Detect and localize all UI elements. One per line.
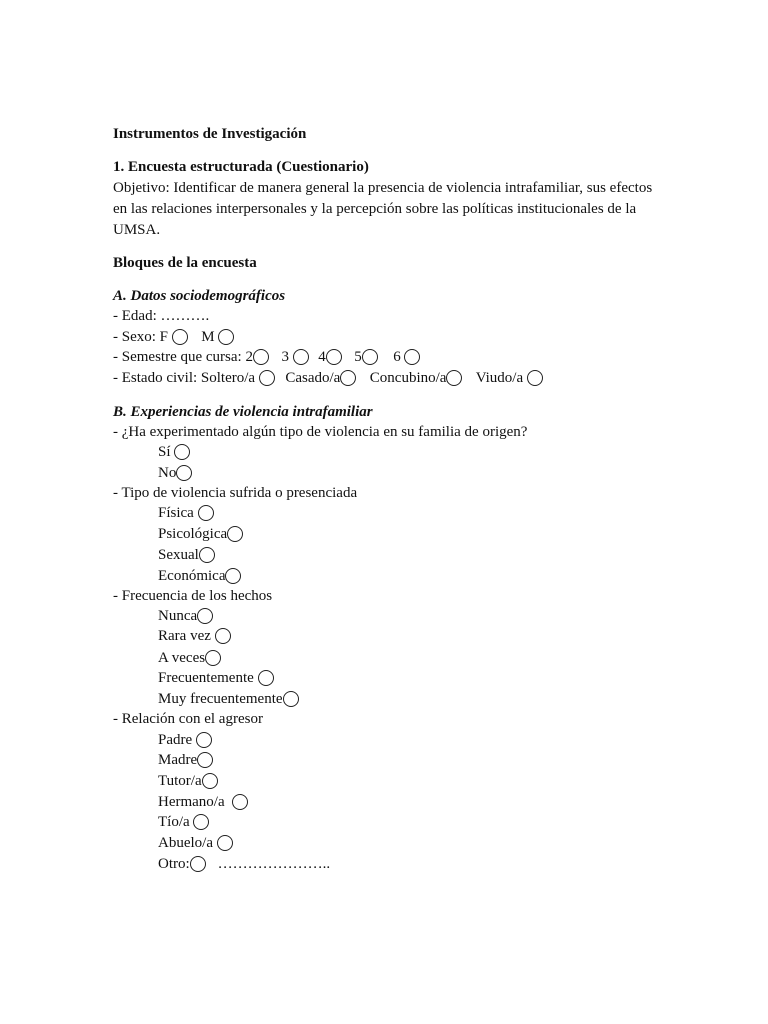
q3-frecuentemente-radio[interactable] bbox=[258, 670, 274, 686]
q2-option-sexual: Sexual bbox=[158, 546, 215, 564]
viudo-radio[interactable] bbox=[527, 370, 543, 386]
q4-otro-radio[interactable] bbox=[190, 856, 206, 872]
page-title: Instrumentos de Investigación bbox=[113, 126, 307, 142]
q3-rara-vez-radio[interactable] bbox=[215, 628, 231, 644]
q4-tio-radio[interactable] bbox=[193, 814, 209, 830]
q1-option-si: Sí bbox=[158, 443, 190, 461]
q2-option-psicologica: Psicológica bbox=[158, 525, 243, 543]
q1-no-radio[interactable] bbox=[176, 465, 192, 481]
q1-text: - ¿Ha experimentado algún tipo de violencia en su familia de origen? bbox=[113, 424, 528, 440]
q4-hermano-radio[interactable] bbox=[232, 794, 248, 810]
q4-otro-blank[interactable]: ………………….. bbox=[217, 856, 331, 872]
q1-si-radio[interactable] bbox=[174, 444, 190, 460]
sexo-label: - Sexo: F bbox=[113, 329, 169, 345]
sexo-m-label: M bbox=[201, 329, 215, 345]
q3-a-veces-radio[interactable] bbox=[205, 650, 221, 666]
q4-text: - Relación con el agresor bbox=[113, 711, 263, 727]
objective-line-1: Objetivo: Identificar de manera general la presencia de violencia intrafamiliar, sus efectos bbox=[113, 180, 653, 196]
concubino-label: Concubino/a bbox=[369, 370, 447, 386]
q4-padre-radio[interactable] bbox=[196, 732, 212, 748]
q4-abuelo-radio[interactable] bbox=[217, 835, 233, 851]
block-b-heading: B. Experiencias de violencia intrafamiliar bbox=[113, 404, 373, 420]
semestre-4-label: 4 bbox=[318, 349, 326, 365]
semestre-row bbox=[113, 348, 420, 366]
objective-line-3: UMSA. bbox=[113, 222, 161, 238]
q3-option-frecuentemente: Frecuentemente bbox=[158, 669, 274, 687]
semestre-3-radio[interactable] bbox=[293, 349, 309, 365]
q4-option-tio: Tío/a bbox=[158, 813, 209, 831]
q3-option-a-veces: A veces bbox=[158, 649, 221, 667]
q2-text: - Tipo de violencia sufrida o presenciada bbox=[113, 485, 358, 501]
q3-option-nunca: Nunca bbox=[158, 607, 213, 625]
q4-option-padre: Padre bbox=[158, 731, 212, 749]
casado-label: Casado/a bbox=[285, 370, 341, 386]
q2-option-economica: Económica bbox=[158, 567, 241, 585]
q3-nunca-radio[interactable] bbox=[197, 608, 213, 624]
q4-option-otro: Otro: ………………….. bbox=[158, 856, 331, 872]
semestre-6-radio[interactable] bbox=[404, 349, 420, 365]
semestre-4-radio[interactable] bbox=[326, 349, 342, 365]
sexo-m-radio[interactable] bbox=[218, 329, 234, 345]
q4-madre-radio[interactable] bbox=[197, 752, 213, 768]
semestre-label: - Semestre que cursa: 2 bbox=[113, 349, 253, 365]
casado-radio[interactable] bbox=[340, 370, 356, 386]
sexo-f-radio[interactable] bbox=[172, 329, 188, 345]
semestre-5-label: 5 bbox=[354, 349, 362, 365]
q2-fisica-radio[interactable] bbox=[198, 505, 214, 521]
q2-economica-radio[interactable] bbox=[225, 568, 241, 584]
semestre-5-radio[interactable] bbox=[362, 349, 378, 365]
q4-option-hermano: Hermano/a bbox=[158, 793, 248, 811]
q4-option-tutor: Tutor/a bbox=[158, 772, 218, 790]
q2-sexual-radio[interactable] bbox=[199, 547, 215, 563]
q3-muy-frecuentemente-radio[interactable] bbox=[283, 691, 299, 707]
block-a-heading: A. Datos sociodemográficos bbox=[113, 288, 286, 304]
blocks-heading: Bloques de la encuesta bbox=[113, 255, 257, 271]
edad-field: - Edad: ………. bbox=[113, 308, 210, 324]
estado-label: - Estado civil: Soltero/a bbox=[113, 370, 256, 386]
q3-option-rara-vez: Rara vez bbox=[158, 627, 231, 645]
q4-tutor-radio[interactable] bbox=[202, 773, 218, 789]
q4-option-abuelo: Abuelo/a bbox=[158, 834, 233, 852]
q2-option-fisica: Física bbox=[158, 504, 214, 522]
q3-option-muy-frecuentemente: Muy frecuentemente bbox=[158, 690, 299, 708]
q2-psicologica-radio[interactable] bbox=[227, 526, 243, 542]
section-1-heading: 1. Encuesta estructurada (Cuestionario) bbox=[113, 159, 369, 175]
objective-line-2: en las relaciones interpersonales y la percepción sobre las políticas institucionales de la bbox=[113, 201, 637, 217]
viudo-label: Viudo/a bbox=[475, 370, 524, 386]
sexo-row bbox=[113, 328, 234, 346]
semestre-3-label: 3 bbox=[281, 349, 289, 365]
q3-text: - Frecuencia de los hechos bbox=[113, 588, 273, 604]
q4-option-madre: Madre bbox=[158, 751, 213, 769]
concubino-radio[interactable] bbox=[446, 370, 462, 386]
soltero-radio[interactable] bbox=[259, 370, 275, 386]
semestre-2-radio[interactable] bbox=[253, 349, 269, 365]
q1-option-no: No bbox=[158, 464, 192, 482]
semestre-6-label: 6 bbox=[393, 349, 401, 365]
estado-civil-row bbox=[113, 369, 543, 387]
